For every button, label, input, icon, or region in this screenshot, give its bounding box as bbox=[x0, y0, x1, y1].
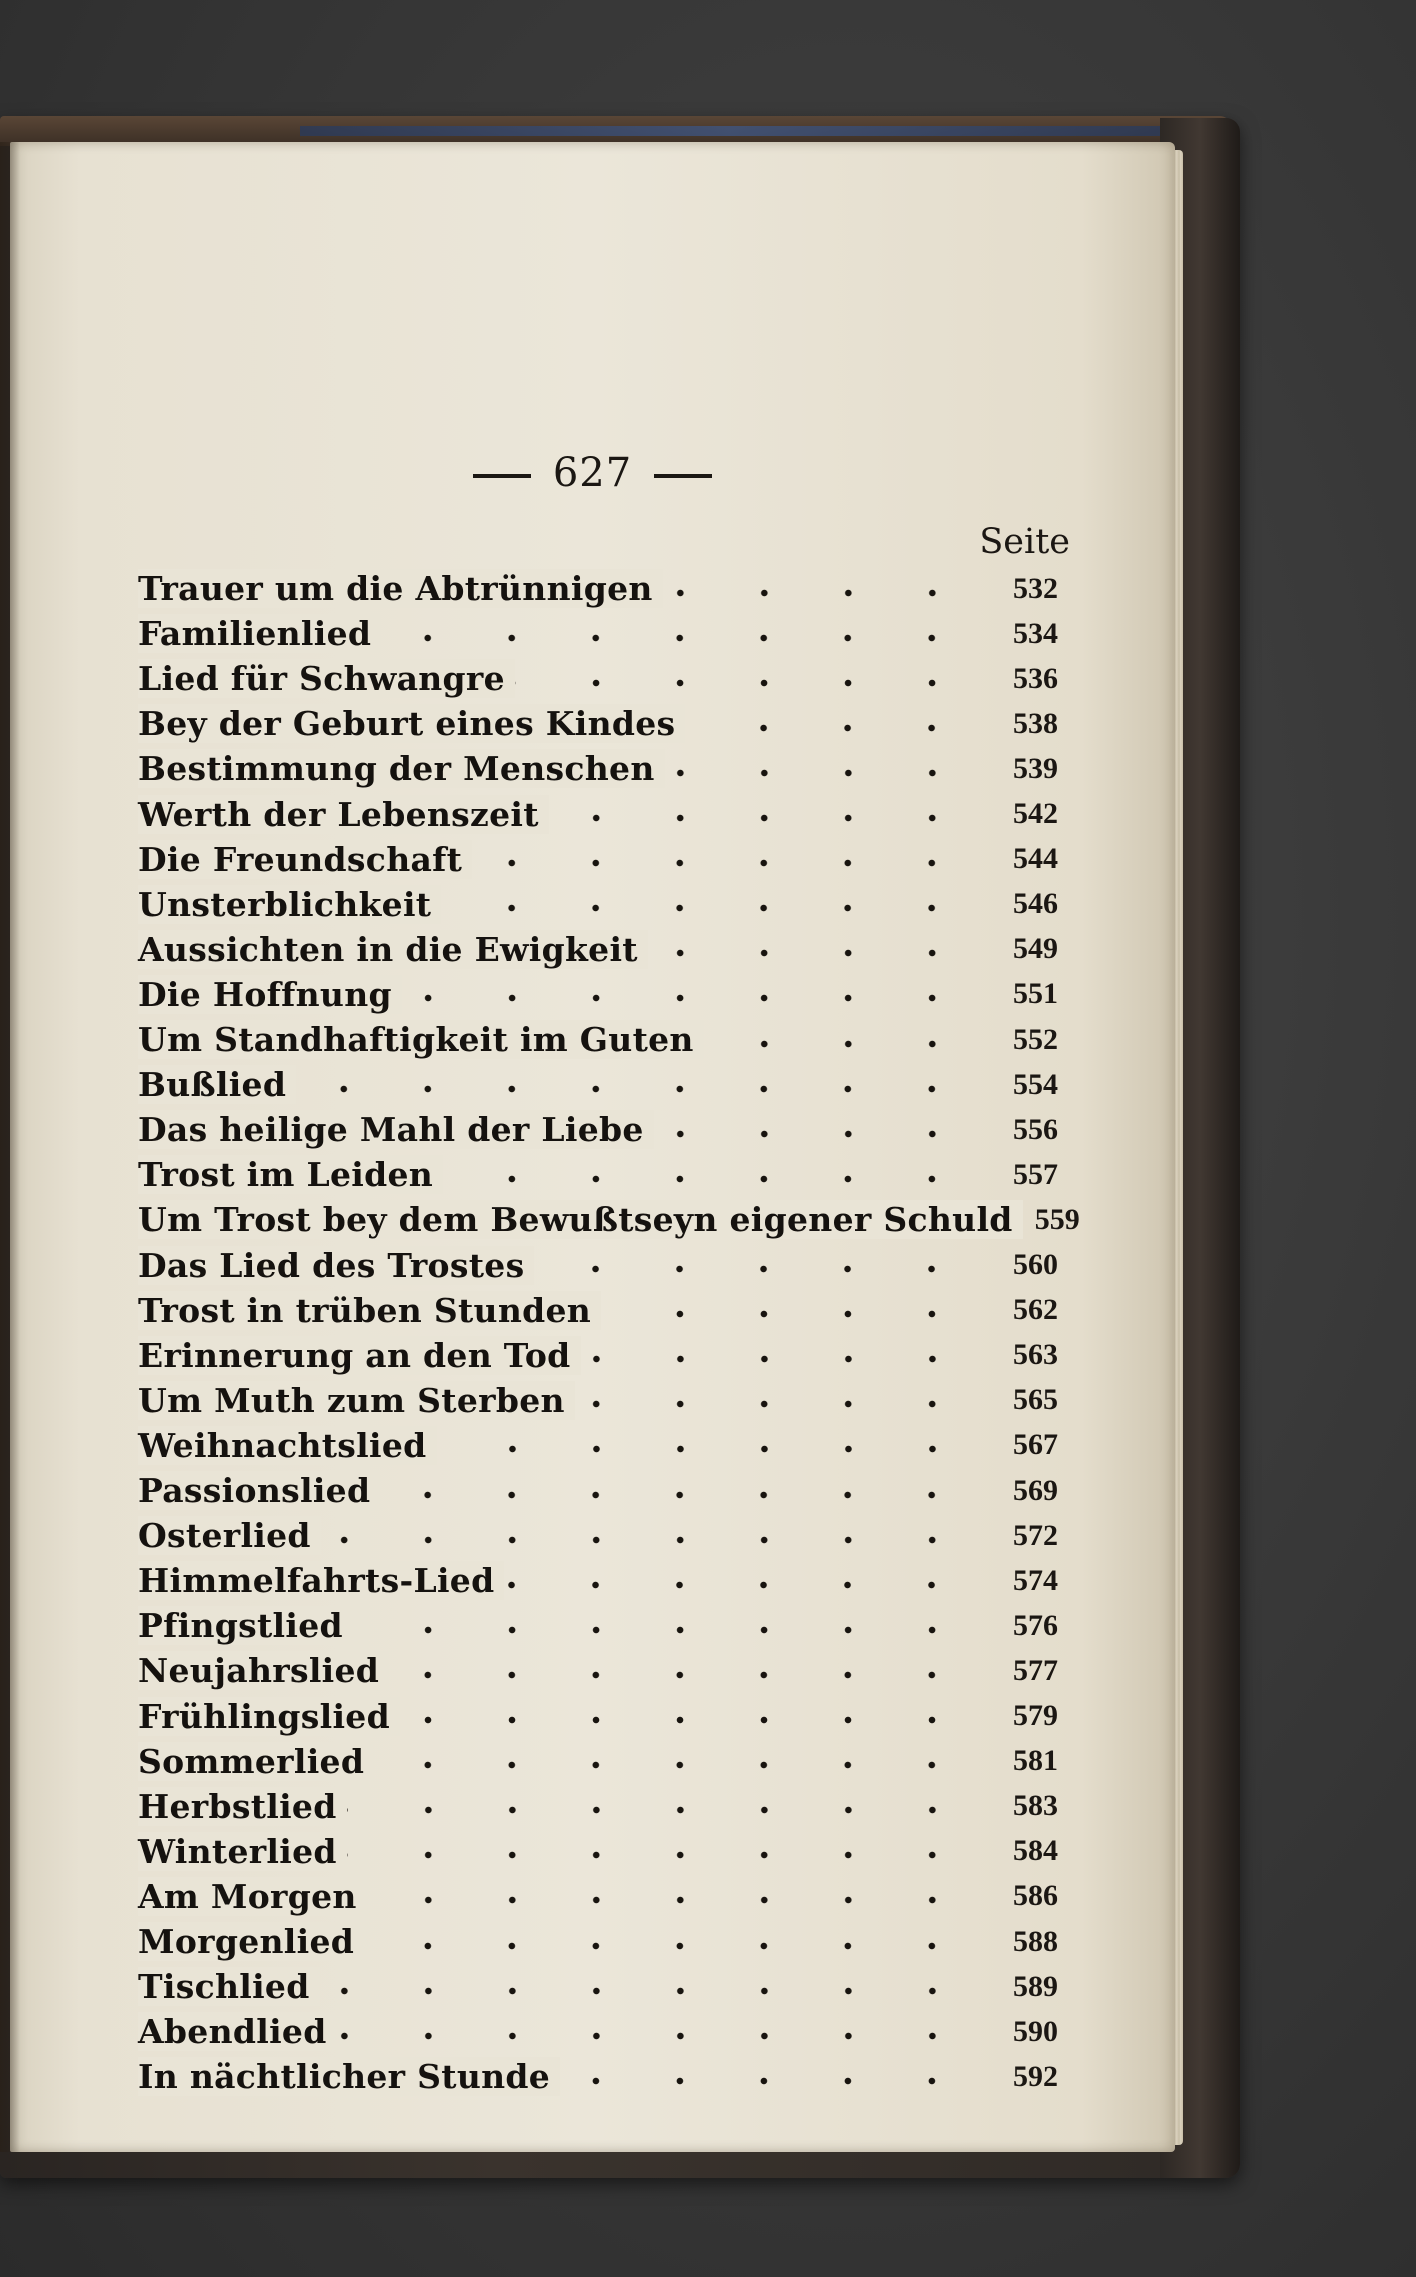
dot-leader bbox=[515, 678, 974, 688]
dot-leader bbox=[575, 1399, 974, 1409]
toc-entry-title: Passionslied bbox=[138, 1471, 380, 1510]
toc-entry-title: Abendlied bbox=[138, 2012, 337, 2051]
toc-entry-page: 556 bbox=[1013, 1112, 1058, 1146]
toc-entry-page: 574 bbox=[1013, 1563, 1058, 1597]
toc-entry bbox=[138, 1964, 1058, 2009]
dot-leader bbox=[381, 633, 974, 643]
dot-leader bbox=[685, 723, 974, 733]
toc-entry-title: Sommerlied bbox=[138, 1742, 374, 1781]
toc-entry-title: Bey der Geburt eines Kindes bbox=[138, 704, 685, 743]
toc-entry bbox=[138, 1468, 1058, 1513]
toc-entry-page: 567 bbox=[1013, 1428, 1058, 1462]
toc-entry-page: 576 bbox=[1013, 1608, 1058, 1642]
toc-entry-title: Das Lied des Trostes bbox=[138, 1246, 534, 1285]
toc-entry-title: Unsterblichkeit bbox=[138, 885, 441, 924]
toc-entry bbox=[138, 701, 1058, 746]
toc-entry-title: Um Muth zum Sterben bbox=[138, 1381, 575, 1420]
book-page bbox=[10, 142, 1175, 2152]
toc-entry bbox=[138, 972, 1058, 1017]
dot-leader bbox=[665, 768, 974, 778]
toc-entry bbox=[138, 1243, 1058, 1288]
toc-entry-page: 551 bbox=[1013, 977, 1058, 1011]
toc-entry bbox=[138, 611, 1058, 656]
dot-leader bbox=[437, 1444, 974, 1454]
toc-entry-title: Werth der Lebenszeit bbox=[138, 795, 549, 834]
header-dash-left bbox=[473, 474, 531, 478]
toc-entry-page: 581 bbox=[1013, 1744, 1058, 1778]
dot-leader bbox=[296, 1084, 974, 1094]
toc-entry bbox=[138, 1603, 1058, 1648]
dot-leader bbox=[364, 1941, 974, 1951]
dot-leader bbox=[347, 1850, 974, 1860]
toc-entry bbox=[138, 746, 1058, 791]
toc-entry-page: 572 bbox=[1013, 1518, 1058, 1552]
toc-entry-page: 569 bbox=[1013, 1473, 1058, 1507]
toc-entry-title: Trost im Leiden bbox=[138, 1155, 443, 1194]
toc-entry-page: 534 bbox=[1013, 616, 1058, 650]
toc-entry-page: 579 bbox=[1013, 1699, 1058, 1732]
dot-leader bbox=[648, 948, 974, 958]
dot-leader bbox=[560, 2076, 974, 2086]
dot-leader bbox=[402, 993, 974, 1003]
dot-leader bbox=[320, 1986, 974, 1996]
toc-entry-page: 592 bbox=[1013, 2059, 1058, 2093]
toc-entry-page: 589 bbox=[1013, 1969, 1058, 2003]
toc-entry bbox=[138, 1152, 1058, 1197]
toc-entry bbox=[138, 2009, 1058, 2054]
toc-entry-title: In nächtlicher Stunde bbox=[138, 2057, 560, 2096]
toc-entry-title: Lied für Schwangre bbox=[138, 659, 515, 698]
toc-entry-title: Morgenlied bbox=[138, 1922, 364, 1961]
toc-entry-title: Weihnachtslied bbox=[138, 1426, 437, 1465]
toc-entry-title: Bestimmung der Menschen bbox=[138, 749, 665, 788]
dot-leader bbox=[663, 588, 974, 598]
toc-entry bbox=[138, 1378, 1058, 1423]
dot-leader bbox=[400, 1715, 974, 1725]
toc-entry-title: Trauer um die Abtrünnigen bbox=[138, 569, 663, 608]
dot-leader bbox=[549, 813, 974, 823]
toc-entry bbox=[138, 1288, 1058, 1333]
toc-entry-title: Aussichten in die Ewigkeit bbox=[138, 930, 648, 969]
toc-entry-title: Herbstlied bbox=[138, 1787, 347, 1826]
dot-leader bbox=[441, 903, 974, 913]
dot-leader bbox=[534, 1264, 974, 1274]
toc-entry-page: 588 bbox=[1013, 1924, 1058, 1958]
toc-entry bbox=[138, 1062, 1058, 1107]
toc-entry bbox=[138, 1513, 1058, 1558]
toc-entry-page: 557 bbox=[1013, 1157, 1058, 1191]
toc-entry bbox=[138, 656, 1058, 701]
toc-entry-page: 536 bbox=[1013, 661, 1058, 695]
page-number: 627 bbox=[552, 450, 633, 496]
dot-leader bbox=[389, 1670, 974, 1680]
headband bbox=[300, 126, 1160, 136]
toc-entry-page: 552 bbox=[1013, 1022, 1058, 1056]
toc-entry-page: 577 bbox=[1013, 1653, 1058, 1687]
dot-leader bbox=[374, 1760, 974, 1770]
toc-entry-page: 542 bbox=[1013, 797, 1058, 830]
toc-entry-title: Erinnerung an den Tod bbox=[138, 1336, 581, 1375]
dot-leader bbox=[337, 2031, 974, 2041]
toc-entry-page: 562 bbox=[1013, 1293, 1058, 1327]
toc-entry-page: 544 bbox=[1013, 842, 1058, 876]
toc-entry-title: Die Freundschaft bbox=[138, 840, 472, 879]
toc-entry-title: Familienlied bbox=[138, 614, 381, 653]
toc-entry-page: 538 bbox=[1013, 706, 1058, 740]
toc-entry-page: 532 bbox=[1013, 571, 1058, 605]
toc-entry-title: Am Morgen bbox=[138, 1877, 367, 1916]
toc-entry bbox=[138, 2054, 1058, 2099]
toc-entry-page: 586 bbox=[1013, 1879, 1058, 1913]
toc-entry bbox=[138, 792, 1058, 837]
toc-entry-page: 563 bbox=[1013, 1338, 1058, 1372]
toc-entry bbox=[138, 1829, 1058, 1874]
toc-entry-page: 539 bbox=[1013, 751, 1058, 785]
column-header-seite: Seite bbox=[979, 522, 1070, 562]
toc-entry-title: Himmelfahrts-Lied bbox=[138, 1561, 504, 1600]
dot-leader bbox=[601, 1309, 974, 1319]
toc-entry bbox=[138, 1874, 1058, 1919]
dot-leader bbox=[353, 1625, 974, 1635]
toc-entry-page: 584 bbox=[1013, 1834, 1058, 1868]
toc-entry bbox=[138, 1784, 1058, 1829]
dot-leader bbox=[704, 1039, 974, 1049]
toc-entry-title: Das heilige Mahl der Liebe bbox=[138, 1110, 654, 1149]
dot-leader bbox=[367, 1895, 974, 1905]
toc-entry-title: Pfingstlied bbox=[138, 1606, 353, 1645]
toc-entry-page: 590 bbox=[1013, 2014, 1058, 2048]
toc-entry-title: Winterlied bbox=[138, 1832, 347, 1871]
dot-leader bbox=[380, 1490, 974, 1500]
toc-entry bbox=[138, 1919, 1058, 1964]
toc-entry-title: Tischlied bbox=[138, 1967, 320, 2006]
dot-leader bbox=[347, 1805, 974, 1815]
dot-leader bbox=[443, 1174, 974, 1184]
toc-entry bbox=[138, 1333, 1058, 1378]
toc-entry bbox=[138, 882, 1058, 927]
toc-entry-title: Neujahrslied bbox=[138, 1651, 389, 1690]
toc-entry-title: Frühlingslied bbox=[138, 1697, 400, 1736]
header-dash-right bbox=[654, 474, 712, 478]
toc-entry bbox=[138, 1107, 1058, 1152]
toc-entry-page: 559 bbox=[1034, 1202, 1080, 1236]
toc-entry-title: Um Standhaftigkeit im Guten bbox=[138, 1020, 704, 1059]
toc-entry bbox=[138, 1558, 1058, 1603]
toc-entry bbox=[138, 1648, 1058, 1693]
toc-entry bbox=[138, 566, 1058, 611]
dot-leader bbox=[472, 858, 974, 868]
toc-entry-page: 546 bbox=[1013, 887, 1058, 921]
gutter-shadow bbox=[0, 142, 20, 2152]
toc-entry-page: 549 bbox=[1013, 932, 1058, 966]
toc-entry bbox=[138, 1017, 1058, 1062]
toc-entry bbox=[138, 1197, 1080, 1242]
toc-entry-title: Bußlied bbox=[138, 1065, 296, 1104]
toc-entry-title: Trost in trüben Stunden bbox=[138, 1291, 601, 1330]
toc-entry bbox=[138, 1739, 1058, 1784]
page-header bbox=[10, 450, 1175, 510]
dot-leader bbox=[581, 1354, 974, 1364]
toc-entry bbox=[138, 1694, 1058, 1739]
toc-entry-page: 565 bbox=[1013, 1383, 1058, 1417]
toc-entry-title: Osterlied bbox=[138, 1516, 321, 1555]
toc-entry-page: 560 bbox=[1013, 1248, 1058, 1281]
toc-entry bbox=[138, 837, 1058, 882]
dot-leader bbox=[654, 1129, 974, 1139]
toc-entry-page: 554 bbox=[1013, 1067, 1058, 1101]
toc-entry-title: Die Hoffnung bbox=[138, 975, 402, 1014]
toc-entry-page: 583 bbox=[1013, 1789, 1058, 1823]
toc-entry bbox=[138, 1423, 1058, 1468]
dot-leader bbox=[321, 1535, 974, 1545]
toc-entry-title: Um Trost bey dem Bewußtseyn eigener Schuld bbox=[138, 1200, 1023, 1239]
dot-leader bbox=[504, 1580, 974, 1590]
toc-entry bbox=[138, 927, 1058, 972]
